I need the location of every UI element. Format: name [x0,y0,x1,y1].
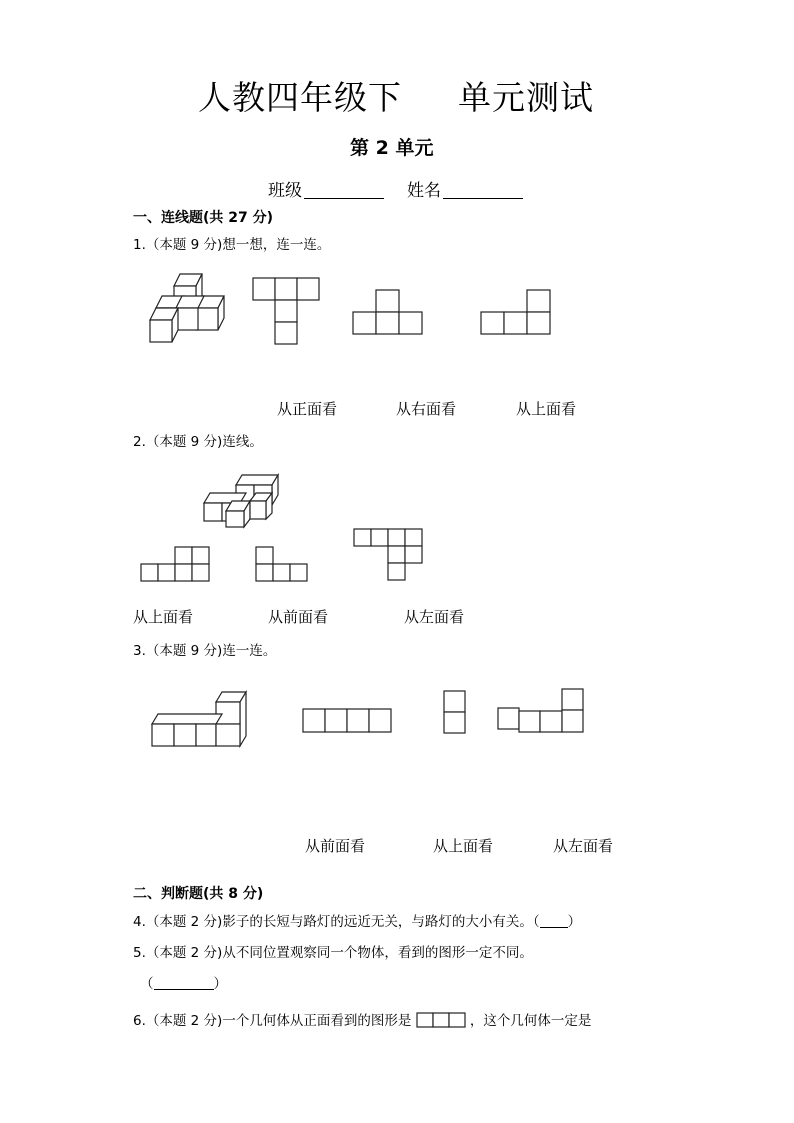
q1-cube-solid [146,272,236,354]
question-6-text-before: 6.（本题 2 分)一个几何体从正面看到的图形是 [133,1013,412,1029]
q3-label-top: 从上面看 [433,837,494,855]
q1-view-t-shape [252,277,322,345]
q3-label-left: 从左面看 [553,837,614,855]
q2-view-step [140,546,212,582]
question-6 [133,1009,591,1029]
q1-label-front: 从正面看 [277,400,338,418]
class-label: 班级 [268,181,302,201]
q2-label-top: 从上面看 [133,608,194,626]
q3-cube-solid [150,690,252,750]
class-blank[interactable] [304,180,384,199]
q2-view-stairs [353,528,425,584]
q5-paren-close: ） [213,976,227,992]
q3-view-offset [497,688,587,734]
question-4-text: 4.（本题 2 分)影子的长短与路灯的远近无关，与路灯的大小有关。（ [133,914,540,930]
q5-answer-blank[interactable] [154,977,214,990]
q1-view-bump-middle [352,289,424,335]
class-field [268,176,384,201]
question-5-text: 5.（本题 2 分)从不同位置观察同一个物体，看到的图形一定不同。 [133,945,533,961]
page-title-right: 单元测试 [458,78,594,117]
q5-paren-open: （ [140,976,154,992]
q6-three-square-row [416,1012,466,1028]
q3-view-column [443,690,467,734]
q4-paren-close: ） [567,914,582,930]
question-3-text: 3.（本题 9 分)连一连。 [133,643,277,659]
question-5-answer [140,972,227,992]
q4-answer-blank[interactable] [540,915,568,928]
q1-label-top: 从上面看 [516,400,577,418]
q2-label-left: 从左面看 [404,608,465,626]
name-field [407,176,523,201]
q2-cube-solid [200,473,282,529]
q3-label-front: 从前面看 [305,837,366,855]
section-2-heading: 二、判断题(共 8 分) [133,886,264,902]
question-6-text-after: ，这个几何体一定是 [469,1013,592,1029]
question-1-text: 1.（本题 9 分)想一想，连一连。 [133,237,331,253]
section-1-heading: 一、连线题(共 27 分) [133,210,274,226]
q2-label-front: 从前面看 [268,608,329,626]
q1-view-bump-right [480,289,552,335]
q1-label-right: 从右面看 [396,400,457,418]
unit-subtitle: 第 2 单元 [350,137,434,159]
question-2-text: 2.（本题 9 分)连线。 [133,434,263,450]
page-title-left: 人教四年级下 [198,78,402,117]
name-blank[interactable] [443,180,523,199]
name-label: 姓名 [407,181,441,201]
q3-view-row [302,708,394,734]
question-4 [133,910,581,930]
q2-view-l-shape [255,546,311,582]
